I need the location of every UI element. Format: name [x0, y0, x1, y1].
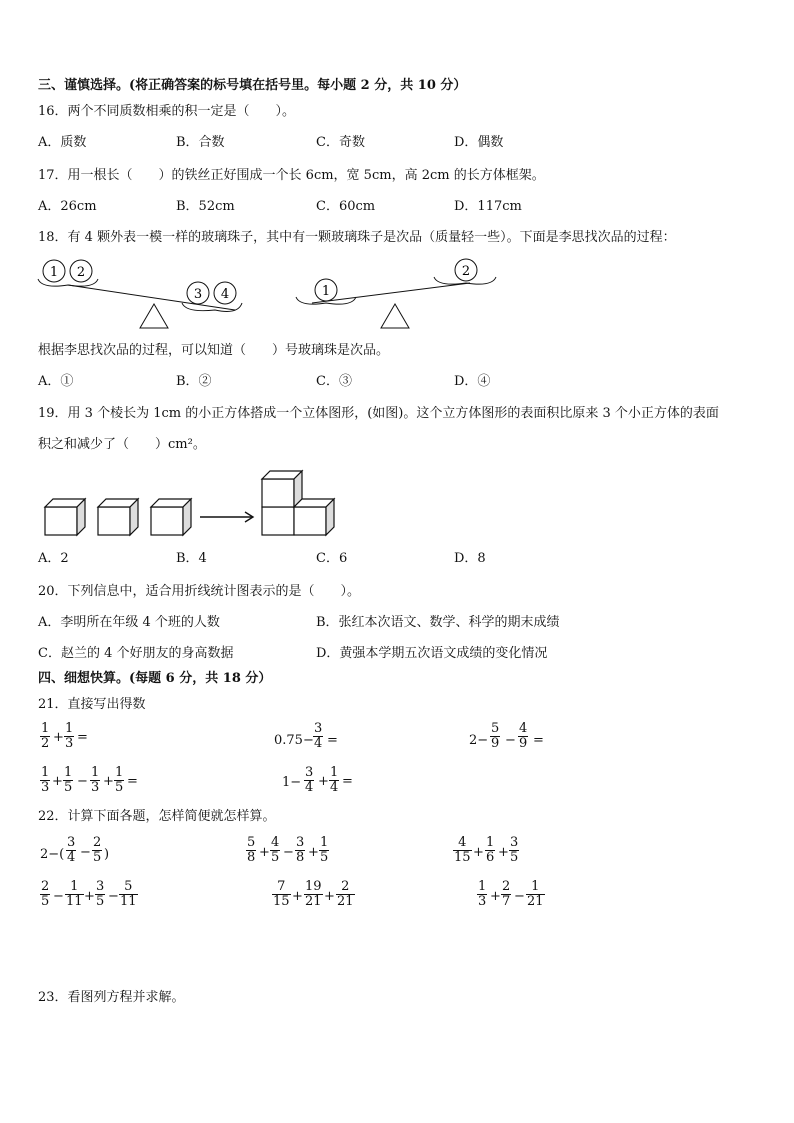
- ball-label-2b: 2: [461, 264, 471, 279]
- fraction: 5 9: [491, 721, 500, 751]
- q18-option-c[interactable]: C．③: [316, 374, 352, 389]
- q19-stem-line1: 19．用 3 个棱长为 1cm 的小正方体搭成一个立体图形，(如图)。这个立方体图形的表面积比原来 3 个小正方体的表面: [38, 406, 719, 421]
- q19-option-a[interactable]: A．2: [38, 551, 69, 566]
- q17-option-a[interactable]: A．26cm: [38, 199, 97, 214]
- q20-option-b[interactable]: B．张红本次语文、数学、科学的期末成绩: [316, 615, 560, 630]
- fraction: 4 9: [519, 721, 528, 751]
- q17-stem: 17．用一根长（ ）的铁丝正好围成一个长 6cm，宽 5cm，高 2cm 的长方体框架。: [38, 168, 545, 183]
- balance-scales-figure: [30, 255, 510, 335]
- q17-option-d[interactable]: D．117cm: [454, 199, 522, 214]
- q18-option-a[interactable]: A．①: [38, 374, 74, 389]
- section4-heading: 四、细想快算。(每题 6 分，共 18 分）: [38, 671, 272, 686]
- q16-option-a[interactable]: A．质数: [38, 135, 87, 150]
- q20-stem: 20．下列信息中，适合用折线统计图表示的是（ ）。: [38, 584, 361, 599]
- q19-stem-line2: 积之和减少了（ ）cm²。: [38, 437, 206, 452]
- q17-option-c[interactable]: C．60cm: [316, 199, 376, 214]
- arrow-icon: [200, 512, 253, 522]
- cube-2: [98, 499, 138, 535]
- section3-heading: 三、谨慎选择。(将正确答案的标号填在括号里。每小题 2 分，共 10 分）: [38, 78, 467, 93]
- combined-cubes: [262, 471, 334, 535]
- q23-stem: 23．看图列方程并求解。: [38, 990, 185, 1005]
- q16-stem: 16．两个不同质数相乘的积一定是（ ）。: [38, 104, 296, 119]
- q20-option-c[interactable]: C．赵兰的 4 个好朋友的身高数据: [38, 646, 234, 661]
- ball-label-3: 3: [193, 287, 203, 302]
- scale-left: [38, 260, 242, 328]
- q20-option-a[interactable]: A．李明所在年级 4 个班的人数: [38, 615, 220, 630]
- fraction: 3 4: [314, 721, 323, 751]
- q22-stem: 22．计算下面各题，怎样简便就怎样算。: [38, 809, 276, 824]
- q19-option-d[interactable]: D．8: [454, 551, 486, 566]
- ball-label-2: 2: [76, 265, 86, 280]
- cube-3: [151, 499, 191, 535]
- ball-label-1: 1: [49, 265, 59, 280]
- q17-option-b[interactable]: B．52cm: [176, 199, 235, 214]
- q16-option-c[interactable]: C．奇数: [316, 135, 365, 150]
- q16-option-d[interactable]: D．偶数: [454, 135, 504, 150]
- fraction: 1 3: [65, 721, 74, 751]
- q18-option-b[interactable]: B．②: [176, 374, 212, 389]
- ball-label-4: 4: [220, 287, 230, 302]
- q16-option-b[interactable]: B．合数: [176, 135, 225, 150]
- q18-option-d[interactable]: D．④: [454, 374, 491, 389]
- ball-label-1b: 1: [321, 284, 331, 299]
- q18-stem: 18．有 4 颗外表一模一样的玻璃珠子，其中有一颗玻璃珠子是次品（质量轻一些）。下面是李思找次品的过程：: [38, 230, 676, 245]
- q20-option-d[interactable]: D．黄强本学期五次语文成绩的变化情况: [316, 646, 548, 661]
- q18-conclusion: 根据李思找次品的过程，可以知道（ ）号玻璃珠是次品。: [38, 343, 390, 358]
- fraction: 1 2: [41, 721, 50, 751]
- cubes-figure: [40, 465, 350, 540]
- q21-stem: 21．直接写出得数: [38, 697, 146, 712]
- q19-option-c[interactable]: C．6: [316, 551, 348, 566]
- cube-1: [45, 499, 85, 535]
- q19-option-b[interactable]: B．4: [176, 551, 207, 566]
